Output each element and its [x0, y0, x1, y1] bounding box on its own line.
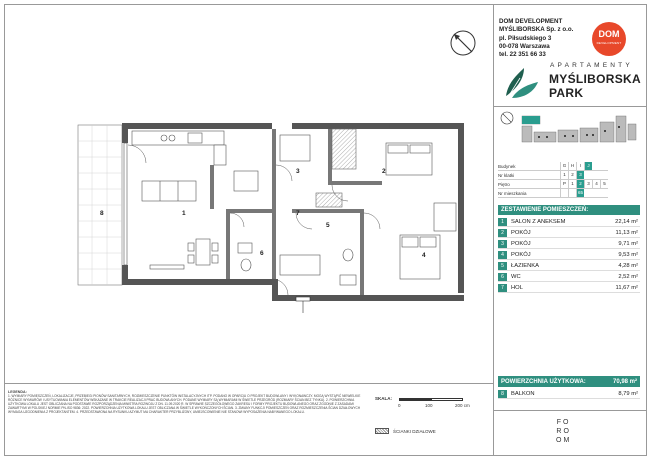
wardrobe-room-1 [234, 171, 258, 191]
room-label-2: 2 [382, 168, 386, 175]
bed-room-2 [386, 143, 432, 175]
project-brand [498, 60, 640, 104]
room-label-6: 6 [260, 250, 264, 257]
company-street: pl. Piłsudskiego 3 [499, 34, 552, 42]
room-area: 9,71 m² [618, 240, 638, 247]
floor-plan [70, 115, 480, 330]
dom-logo-text: DOM [598, 29, 620, 39]
partition-wall-label: ŚCIANKI DZIAŁOWE [393, 428, 436, 434]
partition-wall-swatch [375, 428, 389, 434]
room-row [498, 261, 640, 271]
sidebar-divider [493, 4, 494, 456]
balcony-number: 8 [498, 390, 507, 398]
building-table-cell: 1 [568, 180, 576, 188]
room-label-5: 5 [326, 222, 330, 229]
room-number: 7 [498, 284, 507, 292]
room-area: 4,28 m² [618, 262, 638, 269]
room-name: WC [511, 273, 521, 280]
room-number: 4 [498, 251, 507, 259]
partition-wall-legend [375, 428, 436, 434]
forom-line-1: FO [556, 419, 571, 426]
scale-tick-0: 0 [398, 403, 401, 408]
dom-logo [592, 22, 626, 56]
footer-divider [493, 410, 647, 411]
scale-label: SKALA: [375, 396, 392, 401]
building-table-label: Budynek [498, 163, 516, 169]
building-table-cell: P [560, 180, 568, 188]
brand-name-line2: PARK [549, 86, 584, 100]
scale-tick-200: 200 cm [455, 403, 470, 408]
building-table-cell: 65 [577, 190, 583, 195]
room-label-4: 4 [422, 252, 426, 259]
key-plan-map [498, 108, 638, 152]
scale-tick-100: 100 [425, 403, 433, 408]
room-row [498, 217, 640, 227]
room-row [498, 239, 640, 249]
balcony-area: 8,79 m² [618, 390, 638, 397]
company-address [499, 18, 573, 59]
room-number: 2 [498, 229, 507, 237]
desk-room-4 [434, 203, 456, 231]
room-name: POKÓJ [511, 240, 531, 247]
legend-notes [8, 390, 368, 415]
forom-logo [556, 418, 571, 445]
entrance-door [296, 297, 310, 313]
building-table-cell: J [584, 162, 592, 170]
sofa [142, 181, 196, 201]
key-plan-highlight [522, 116, 540, 124]
park-leaves-icon [502, 64, 542, 100]
room-label-7: 7 [296, 210, 300, 217]
total-area-label: POWIERZCHNIA UŻYTKOWA: [501, 378, 586, 385]
room-name: POKÓJ [511, 229, 531, 236]
dining-table [188, 239, 218, 265]
building-table-cell: 4 [592, 180, 600, 188]
tv-unit [150, 265, 184, 269]
building-table-cell: 3 [576, 171, 584, 179]
scale-segment-empty [431, 398, 463, 401]
compass-north-icon [448, 28, 478, 58]
scale-bar [375, 393, 485, 413]
room-area: 2,52 m² [618, 273, 638, 280]
room-label-1: 1 [182, 210, 186, 217]
legend-divider [4, 383, 493, 384]
building-table-cell: 2 [568, 171, 576, 179]
building-table-label: Nr mieszkania [498, 190, 527, 196]
key-plan-compass [501, 112, 513, 124]
building-table-cell: 5 [600, 180, 608, 188]
balcony-row [498, 389, 640, 399]
forom-line-2: RO [556, 428, 571, 435]
room-row [498, 283, 640, 293]
bed-room-4 [400, 235, 440, 279]
brand-divider [493, 106, 647, 107]
building-table-row [498, 162, 608, 171]
building-table-cell: 3 [584, 180, 592, 188]
room-row [498, 228, 640, 238]
room-area: 11,67 m² [615, 284, 638, 291]
building-table-cell [568, 189, 576, 197]
building-table-cell: I [576, 162, 584, 170]
kitchen-counter [132, 131, 226, 165]
building-table-row [498, 189, 608, 198]
desk-room-3 [280, 135, 310, 161]
scale-segment-filled [399, 398, 431, 401]
room-row [498, 250, 640, 260]
legend-title: LEGENDA: [8, 390, 27, 394]
room-area: 22,14 m² [615, 218, 638, 225]
company-city: 00-078 Warszawa [499, 42, 550, 50]
building-table-cell: 2 [576, 180, 584, 188]
building-table-row [498, 180, 608, 189]
room-number: 3 [498, 240, 507, 248]
rooms-heading: ZESTAWIENIE POMIESZCZEŃ: [498, 205, 640, 215]
room-number: 1 [498, 218, 507, 226]
company-subname: MYŚLIBORSKA Sp. z o.o. [499, 26, 574, 34]
building-table-cell: G [560, 162, 568, 170]
total-area-value: 70,98 m² [612, 378, 637, 385]
dom-logo-sub: DEVELOPMENT [596, 41, 622, 45]
brand-apartamenty: APARTAMENTY [550, 62, 633, 69]
balcony-name: BALKON [511, 390, 535, 397]
room-row [498, 272, 640, 282]
room-name: POKÓJ [511, 251, 531, 258]
forom-line-3: OM [556, 437, 572, 444]
room-name: ŁAZIENKA [511, 262, 540, 269]
room-area: 9,53 m² [618, 251, 638, 258]
balcony-area [78, 125, 122, 285]
room-name: SALON Z ANEKSEM [511, 218, 566, 225]
building-table-label: Nr klatki [498, 172, 515, 178]
brand-name-line1: MYŚLIBORSKA [549, 72, 641, 86]
room-area: 11,13 m² [615, 229, 638, 236]
company-name: DOM DEVELOPMENT [499, 18, 563, 25]
building-table-row [498, 171, 608, 180]
building-table-cell: H [568, 162, 576, 170]
building-table-label: Piętro [498, 181, 510, 187]
legend-text: 1. WYMIARY POMIESZCZEŃ, LOKALIZACJE, PRZEBIEGI PIONÓW SANITARNYCH, ROZMIESZCZENIE PUNKTÓW INSTALACYJNYCH ITP. PODANO W OPARCIU O PROJEKT BUDOWLANY I WYKONAWCZY. MOGĄ WYSTĄPIĆ NIEWIELKIE RÓŻNICE WYMIARÓW I USYTUOWANIA ELEMENTÓW WSKAZANE W TRAKCIE REALIZACJI PRAC BUDOWLANYCH. PODANE WYMIARY SĄ WYMIARAMI W ŚWIETLE PRZEGRÓD (ROZMIARY ŚCIAN BEZ TYNKU). 2. POWIERZCHNIA UŻYTKOWA LOKALU JEST OBLICZANA NA PODSTAWIE ROZPORZĄDZENIA MINISTRA ROZWOJU Z DN. 11.09.2020 R. W SPRAWIE SZCZEGÓŁOWEGO ZAKRESU I FORMY PROJEKTU BUDOWLANEGO ORAZ ZGODNIE Z ZASADAMI ZAWARTYMI W POLSKIEJ NORMIE PN-ISO 9836: 2022. POWIERZCHNIA UŻYTKOWA LOKALU JEST OBLICZANA W ŚWIETLE WYKOŃCZONYCH ŚCIAN. 3. ZMIANY FUNKCJI POMIESZCZEŃ ORAZ ROZMIESZCZENIA ŚCIAN DZIAŁOWYCH WYMAGA UZGODNIENIA Z PROJEKTANTEM. 4. PRZEDSTAWIONA NA RYSUNKU AZYMUT MA CHARAKTER PRZYBLIŻONY, UMIEJSCOWIENIE NIE STANOWI WYPOSAŻENIA NABYWANEGO LOKALU. [8, 394, 361, 415]
room-number: 5 [498, 262, 507, 270]
room-name: HOL [511, 284, 523, 291]
total-area-row [498, 376, 640, 387]
building-table-cell: 1 [560, 171, 568, 179]
room-label-8: 8 [100, 210, 104, 217]
building-info-table [498, 162, 608, 198]
building-table-cell [560, 189, 568, 197]
room-number: 6 [498, 273, 507, 281]
room-label-3: 3 [296, 168, 300, 175]
bathroom-fixtures [238, 243, 356, 285]
company-phone: tel. 22 351 66 33 [499, 51, 546, 59]
